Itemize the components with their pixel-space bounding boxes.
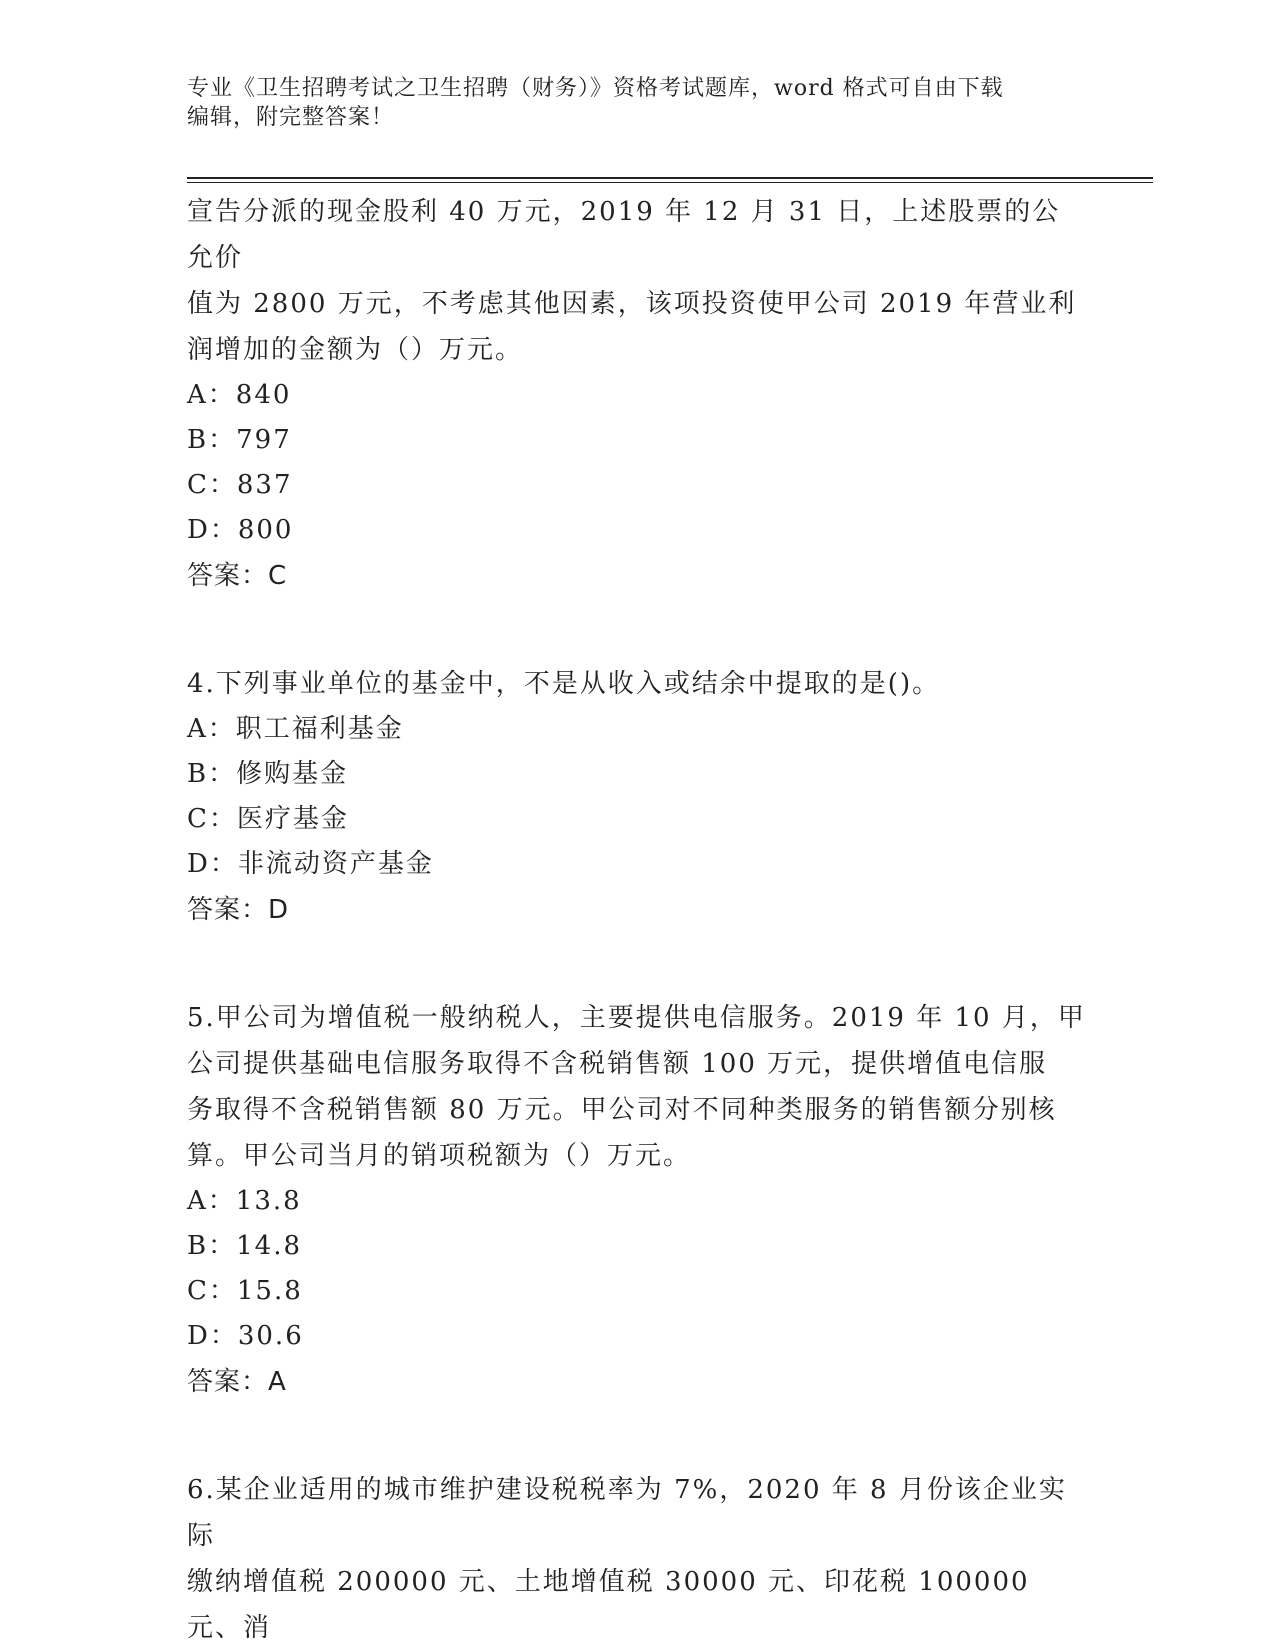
header-divider-thick bbox=[187, 177, 1153, 179]
option-c: C：837 bbox=[187, 470, 293, 500]
question-list bbox=[187, 189, 1087, 1651]
question-stem-line: 公司提供基础电信服务取得不含税销售额 100 万元，提供增值电信服 bbox=[187, 1049, 1048, 1079]
option-d: D：非流动资产基金 bbox=[187, 849, 434, 879]
question-3 bbox=[187, 189, 1087, 599]
option-d: D：30.6 bbox=[187, 1321, 304, 1351]
option-a: A：13.8 bbox=[187, 1186, 302, 1216]
header-divider-thin bbox=[187, 182, 1153, 183]
document-header bbox=[187, 74, 1087, 132]
question-stem-line: 算。甲公司当月的销项税额为（）万元。 bbox=[187, 1141, 692, 1171]
question-6 bbox=[187, 1467, 1087, 1651]
header-line-1: 专业《卫生招聘考试之卫生招聘（财务）》资格考试题库，word 格式可自由下载 bbox=[187, 76, 1004, 101]
question-stem-line: 务取得不含税销售额 80 万元。甲公司对不同种类服务的销售额分别核 bbox=[187, 1095, 1057, 1125]
answer-line: 答案：A bbox=[187, 1367, 287, 1397]
answer-line: 答案：C bbox=[187, 561, 288, 591]
answer-line: 答案：D bbox=[187, 895, 290, 925]
option-c: C：医疗基金 bbox=[187, 804, 349, 834]
question-stem-line: 值为 2800 万元，不考虑其他因素，该项投资使甲公司 2019 年营业利 bbox=[187, 289, 1077, 319]
question-stem-line: 宣告分派的现金股利 40 万元，2019 年 12 月 31 日，上述股票的公允价 bbox=[187, 197, 1061, 273]
question-4 bbox=[187, 661, 1087, 933]
question-stem-line: 5.甲公司为增值税一般纳税人，主要提供电信服务。2019 年 10 月，甲 bbox=[187, 1003, 1086, 1033]
option-b: B：14.8 bbox=[187, 1231, 302, 1261]
question-stem-line: 4.下列事业单位的基金中，不是从收入或结余中提取的是()。 bbox=[187, 669, 941, 699]
option-b: B：797 bbox=[187, 425, 292, 455]
question-stem-line: 润增加的金额为（）万元。 bbox=[187, 335, 524, 365]
question-stem-line: 缴纳增值税 200000 元、土地增值税 30000 元、印花税 100000 元、消 bbox=[187, 1567, 1030, 1643]
question-5 bbox=[187, 995, 1087, 1405]
option-c: C：15.8 bbox=[187, 1276, 303, 1306]
option-a: A：840 bbox=[187, 380, 292, 410]
question-stem-line: 6.某企业适用的城市维护建设税税率为 7%，2020 年 8 月份该企业实际 bbox=[187, 1475, 1067, 1551]
option-a: A：职工福利基金 bbox=[187, 714, 404, 744]
option-d: D：800 bbox=[187, 515, 294, 545]
header-line-2: 编辑，附完整答案！ bbox=[187, 105, 395, 130]
option-b: B：修购基金 bbox=[187, 759, 349, 789]
